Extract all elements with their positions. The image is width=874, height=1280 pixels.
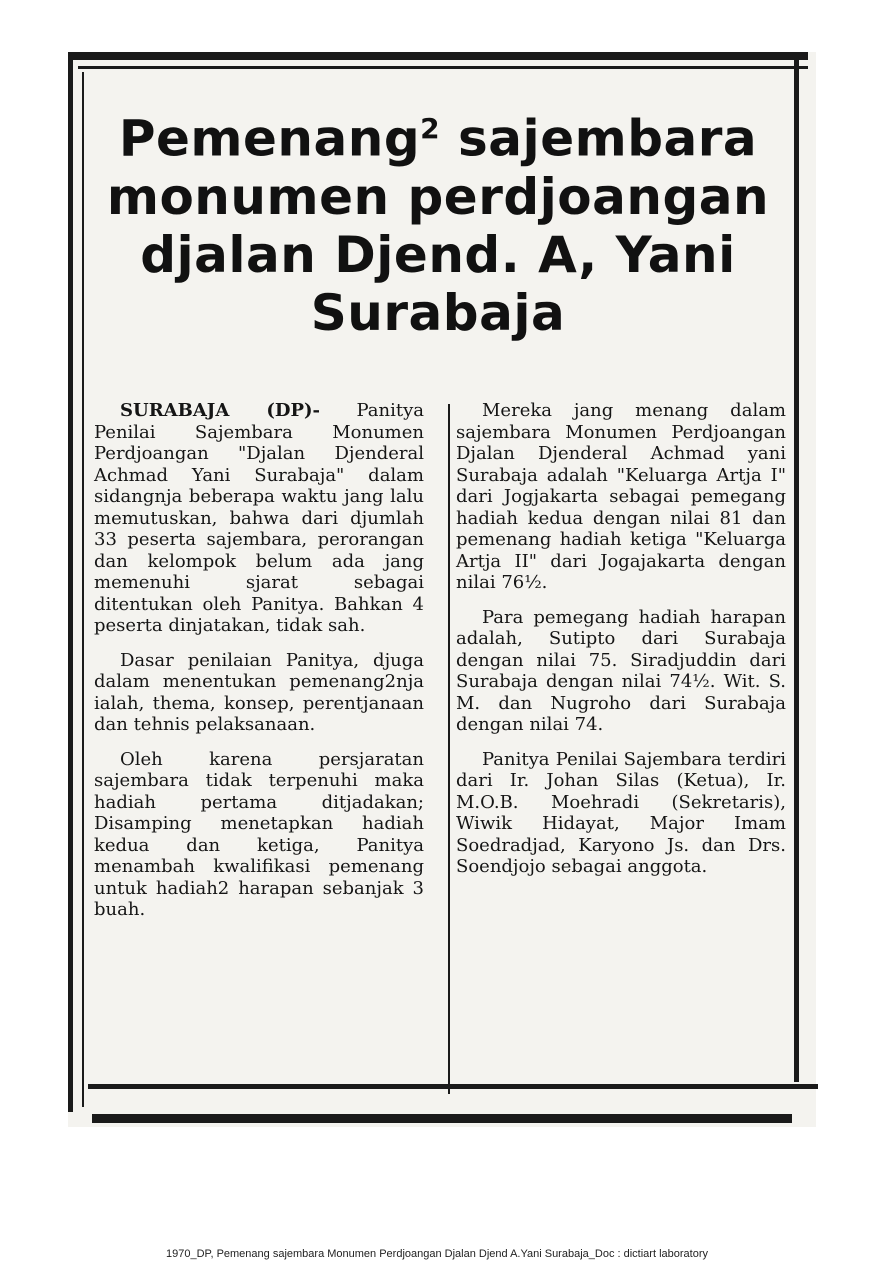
headline-superscript: 2 xyxy=(420,112,441,145)
column-separator xyxy=(448,404,450,1094)
headline-line-1: Pemenang$^2$ sajembara xyxy=(118,109,758,168)
document-caption: 1970_DP, Pemenang sajembara Monumen Perdjoangan Djalan Djend A.Yani Surabaja_Doc : dictiart laboratory xyxy=(166,1248,708,1260)
top-inner-rule xyxy=(78,66,808,69)
left-inner-rule xyxy=(82,72,84,1107)
article-right-column xyxy=(456,400,786,891)
bottom-outer-rule xyxy=(92,1114,792,1123)
article-paragraph: Panitya Penilai Sajembara terdiri dari Ir. Johan Silas (Ketua), Ir. M.O.B. Moehradi (Sekretaris), Wiwik Hidayat, Major Imam Soedradjad, Karyono Js. dan Drs. Soendjojo sebagai anggota. xyxy=(456,748,786,877)
dateline: SURABAJA (DP)- xyxy=(120,400,320,421)
newspaper-clipping xyxy=(68,52,816,1127)
article-paragraph: Oleh karena persjaratan sajembara tidak terpenuhi maka hadiah pertama ditjadakan; Disamping menetapkan hadiah kedua dan ketiga, Panitya menambah kwalifikasi pemenang untuk hadiah2 harapan sebanjak 3 buah. xyxy=(94,748,424,920)
top-border-rule xyxy=(68,52,808,60)
article-paragraph: Dasar penilaian Panitya, djuga dalam menentukan pemenang2nja ialah, thema, konsep, perentjanaan dan tehnis pelaksanaan. xyxy=(94,649,424,735)
headline-line-4: Surabaja xyxy=(310,283,566,342)
headline-line-2: monumen perdjoangan xyxy=(106,167,770,226)
article-left-column xyxy=(94,400,424,934)
bottom-border-rule xyxy=(88,1084,818,1089)
headline-line-3: djalan Djend. A, Yani xyxy=(140,225,736,284)
left-border-rule xyxy=(68,52,73,1112)
article-paragraph: Mereka jang menang dalam sajembara Monumen Perdjoangan Djalan Djenderal Achmad yani Surabaja adalah "Keluarga Artja I" dari Jogjakarta sebagai pemegang hadiah kedua dengan nilai 81 dan pemenang hadiah ketiga "Keluarga Artja II" dari Jogajakarta dengan nilai 76½. xyxy=(456,400,786,593)
article-paragraph: SURABAJA (DP)- Panitya Penilai Sajembara Monumen Perdjoangan "Djalan Djenderal Achmad Yani Surabaja" dalam sidangnja beberapa waktu jang lalu memutuskan, bahwa dari djumlah 33 peserta sajembara, perorangan dan kelompok belum ada jang memenuhi sjarat sebagai ditentukan oleh Panitya. Bahkan 4 peserta dinjatakan, tidak sah. xyxy=(94,400,424,636)
article-paragraph: Para pemegang hadiah harapan adalah, Sutipto dari Surabaja dengan nilai 75. Siradjuddin dari Surabaja dengan nilai 74½. Wit. S. M. dan Nugroho dari Surabaja dengan nilai 74. xyxy=(456,606,786,735)
headline xyxy=(88,100,788,342)
right-border-rule xyxy=(794,52,799,1082)
